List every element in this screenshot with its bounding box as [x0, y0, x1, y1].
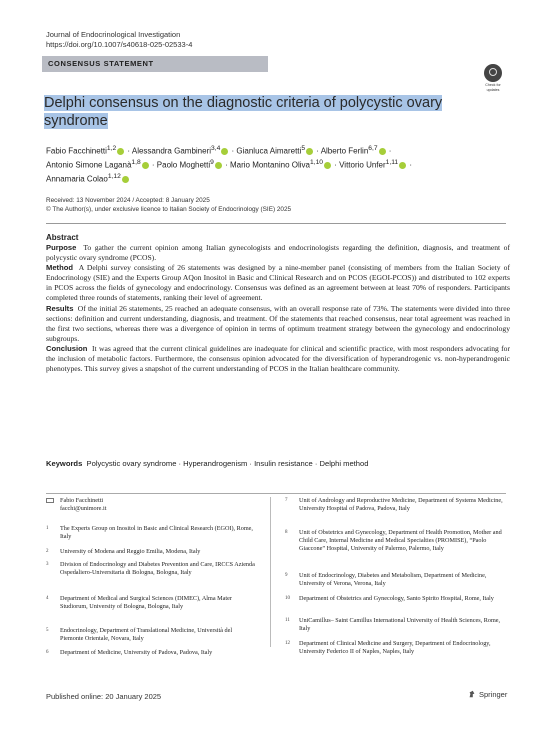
journal-doi[interactable]: https://doi.org/10.1007/s40618-025-02533-4 — [46, 40, 193, 49]
paper-title-text: Delphi consensus on the diagnostic criteria of polycystic ovary syndrome — [44, 95, 443, 129]
affiliation-number: 3 — [46, 562, 49, 567]
check-for-updates-icon — [484, 64, 502, 82]
abstract-body — [46, 243, 510, 374]
orcid-icon[interactable] — [142, 162, 149, 169]
affiliation-text: Unit of Andrology and Reproductive Medicine, Department of Systems Medicine, University Hospital of Padova, Padova, Italy — [299, 497, 503, 512]
affiliation-number: 9 — [285, 573, 288, 578]
author-affil-sup: 5 — [301, 145, 306, 152]
affiliation-text: Department of Obstetrics and Gynecology, Santo Spirito Hospital, Rome, Italy — [299, 595, 494, 602]
author-name[interactable]: Fabio Facchinetti — [46, 146, 107, 156]
orcid-icon[interactable] — [221, 148, 228, 155]
check-for-updates-label-2: updates — [486, 88, 500, 92]
affiliation-text: Department of Clinical Medicine and Surgery, Department of Endocrinology, University Federico II of Naples, Naples, Italy — [299, 640, 491, 655]
author-list: Fabio Facchinetti$^{1,2}$ · Alessandra Gambineri$^{3,4}$ · Gianluca Aimaretti$^5$ · Alberto Ferlin$^{6,7}$ · Antonio Simone Laganà$^{1,8}$ · Paolo Moghetti$^9$ · Mario Montanino Oliva$^{1,10}$ · Vittorio Unfer$^{1,11}$ · Annamaria Colao$^{1,12}$ — [46, 145, 412, 184]
orcid-icon[interactable] — [215, 162, 222, 169]
column-divider — [270, 497, 271, 647]
divider — [46, 223, 506, 224]
affiliation-text: UniCamillus– Saint Camillus International University of Health Sciences, Rome, Italy — [299, 617, 501, 632]
section-label: CONSENSUS STATEMENT — [48, 59, 154, 68]
check-for-updates-badge[interactable] — [480, 64, 506, 92]
affiliations-left — [46, 497, 258, 657]
article-dates — [46, 197, 291, 214]
author-name[interactable]: Vittorio Unfer — [339, 160, 386, 170]
affiliation-number: 10 — [285, 596, 290, 601]
purpose-label: Purpose — [46, 243, 77, 252]
paper-title — [44, 94, 484, 130]
orcid-icon[interactable] — [122, 176, 129, 183]
author-name[interactable]: Gianluca Aimaretti — [236, 146, 302, 156]
keywords-text: Polycystic ovary syndrome · Hyperandrogenism · Insulin resistance · Delphi method — [86, 459, 369, 468]
check-for-updates-label-1: Check for — [485, 83, 501, 87]
journal-header — [46, 30, 192, 50]
abstract-purpose — [46, 243, 510, 263]
author-name[interactable]: Alessandra Gambineri — [131, 146, 212, 156]
section-banner — [42, 56, 268, 72]
affiliation-number: 2 — [46, 549, 49, 554]
method-label: Method — [46, 263, 73, 273]
author-name[interactable]: Annamaria Colao — [46, 174, 108, 184]
orcid-icon[interactable] — [324, 162, 331, 169]
author-name[interactable]: Antonio Simone Laganà — [46, 160, 132, 170]
affiliation-number: 12 — [285, 641, 290, 646]
author-affil-sup: 6,7 — [368, 145, 378, 152]
publisher-logo[interactable] — [468, 690, 507, 699]
orcid-icon[interactable] — [117, 148, 124, 155]
orcid-icon[interactable] — [399, 162, 406, 169]
affiliation-text: University of Modena and Reggio Emilia, Modena, Italy — [60, 548, 201, 555]
orcid-icon[interactable] — [379, 148, 386, 155]
affiliations-right — [285, 497, 507, 655]
publisher-name: Springer — [479, 690, 508, 699]
author-affil-sup: 1,12 — [107, 173, 121, 181]
journal-name: Journal of Endocrinological Investigation — [46, 30, 181, 39]
author-name[interactable]: Paolo Moghetti — [156, 160, 211, 170]
conclusion-label: Conclusion — [46, 343, 88, 353]
author-affil-sup: 3,4 — [211, 145, 221, 152]
orcid-icon[interactable] — [306, 148, 313, 155]
affiliation-text: Unit of Endocrinology, Diabetes and Metabolism, Department of Medicine, University of Verona, Verona, Italy — [299, 572, 487, 587]
author-name[interactable]: Alberto Ferlin — [320, 146, 369, 156]
affiliation-text: The Experts Group on Inositol in Basic and Clinical Research (EGOI), Rome, Italy — [60, 525, 253, 540]
affiliation-number: 11 — [285, 618, 290, 623]
results-label: Results — [46, 303, 74, 313]
affiliation-number: 6 — [46, 650, 49, 655]
envelope-icon — [46, 498, 54, 503]
abstract-heading: Abstract — [46, 233, 79, 242]
affiliation-number: 1 — [46, 526, 49, 531]
affiliation-text: Endocrinology, Department of Translational Medicine, Università del Piemonte Orientale, Novara, Italy — [60, 627, 233, 642]
correspondence-name: Fabio Facchinetti — [60, 497, 104, 504]
keywords — [46, 459, 368, 468]
affiliation-text: Department of Medicine, University of Padova, Padova, Italy — [60, 649, 213, 656]
author-affil-sup: 1,2 — [106, 145, 117, 152]
correspondence-email[interactable]: facchi@unimore.it — [60, 504, 107, 512]
springer-horse-icon — [468, 690, 476, 698]
abstract-results — [46, 304, 510, 344]
affiliation-text: Unit of Obstetrics and Gynecology, Department of Health Promotion, Mother and Child Care, Internal Medicine and Medical Specialties (PROMISE), “Paolo Giaccone” Hospital, University of Palermo, Palermo, Italy — [299, 529, 502, 552]
purpose-text: To gather the current opinion among Italian gynecologists and endocrinologists regarding the definition, diagnosis, and treatment of polycystic ovary syndrome (PCOS). — [46, 243, 510, 263]
author-name[interactable]: Mario Montanino Oliva — [229, 160, 311, 170]
affiliation-number: 8 — [285, 530, 288, 535]
author-affil-sup: 9 — [210, 159, 214, 167]
affiliation-number: 4 — [46, 596, 49, 601]
affiliation-number: 7 — [285, 498, 288, 503]
footnote-divider — [46, 493, 506, 494]
author-affil-sup: 1,10 — [310, 159, 323, 167]
abstract-conclusion — [46, 344, 510, 374]
results-text: Of the initial 26 statements, 25 reached an adequate consensus, with an overall response rate of 73%. The statements were divided into three sections: definition and current understanding, diagnosis, and treatment. Of the statements that reached consensus, near total agreement was reached in the first two sections, whereas there was a divergence of opinion in terms of optimum treatment strategy between the gynecology and endocrinology subgroups. — [46, 303, 510, 343]
published-date: Published online: 20 January 2025 — [46, 692, 162, 701]
abstract-method — [46, 263, 510, 303]
received-accepted: Received: 13 November 2024 / Accepted: 8 January 2025 — [46, 197, 210, 204]
conclusion-text: It was agreed that the current clinical guidelines are inadequate for clinical and scientific practice, with most responders advocating for the inclusion of metabolic factors. Furthermore, the consensus opinion advocated for the diversification of hyperandrogenic vs. non-hyperandrogenic phenotypes. This survey gives a snapshot of the current understanding of PCOS in the Italian healthcare community. — [46, 343, 510, 374]
affiliation-text: Division of Endocrinology and Diabetes Prevention and Care, IRCCS Azienda Ospedaliero-Universitaria di Bologna, Bologna, Italy — [60, 561, 255, 576]
affiliation-text: Department of Medical and Surgical Sciences (DIMEC), Alma Mater Studiorum, University of Bologna, Bologna, Italy — [60, 595, 232, 610]
affiliation-number: 5 — [46, 628, 49, 633]
author-affil-sup: 1,8 — [131, 159, 141, 167]
author-affil-sup: 1,11 — [385, 159, 399, 167]
method-text: A Delphi survey consisting of 26 statements was designed by a nine-member panel (consisting of members from the Italian Society of Endocrinology (SIE) and the Experts Group AQon Inositol in Basic and Clinical Research and on PCOS (EGOI-PCOS)) and distributed to 102 experts in PCOS across the fields of gynecology and endocrinology. Consensus was defined as an agreement between at least 70% of responders. Participants completed three rounds of statements, ranking their level of agreement. — [46, 263, 510, 303]
copyright-line: © The Author(s), under exclusive licence to Italian Society of Endocrinology (SIE) 2025 — [46, 205, 292, 213]
keywords-label: Keywords — [46, 459, 83, 468]
